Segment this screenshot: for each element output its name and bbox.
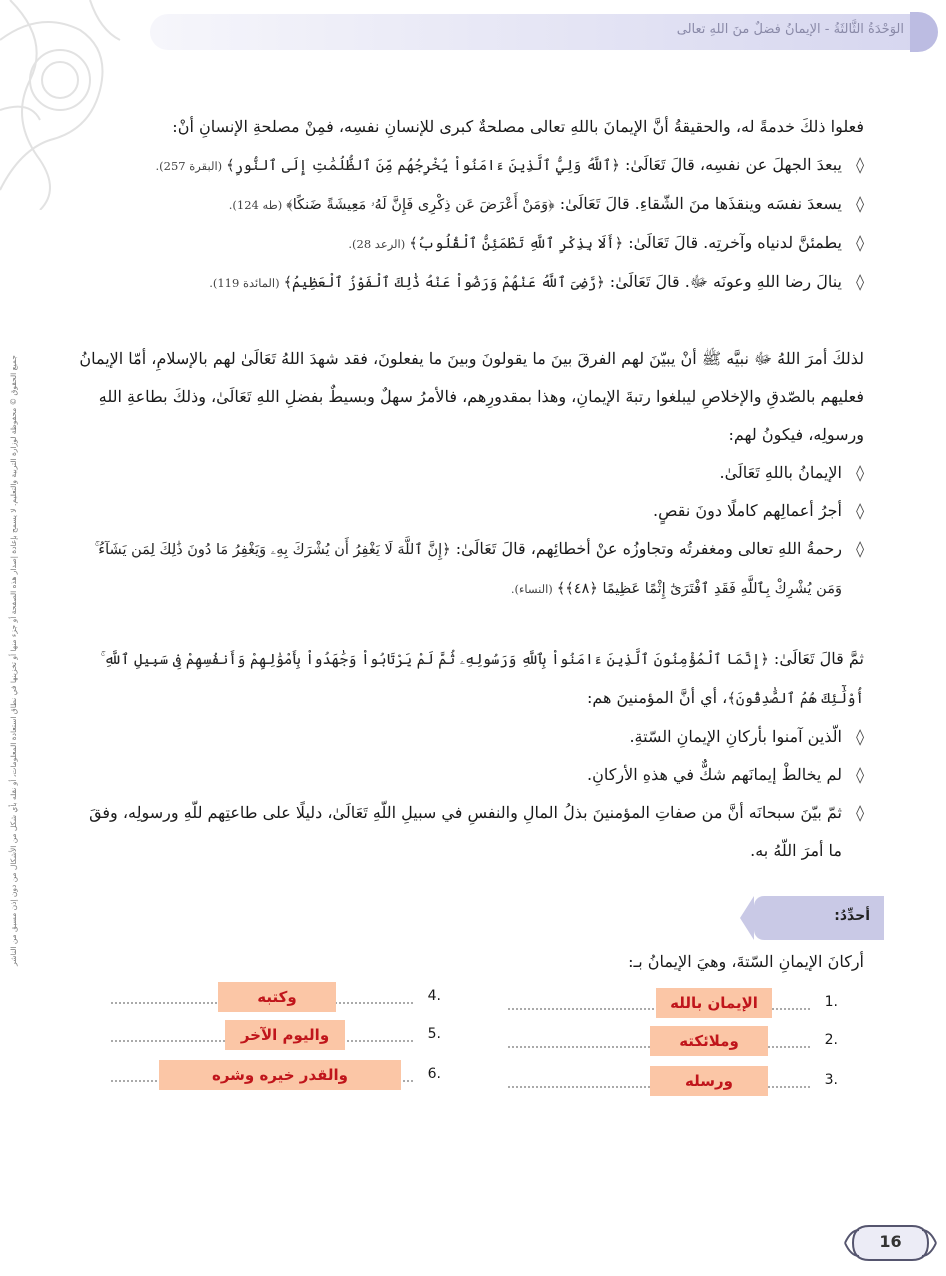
quran-verse: ﴿إِنَّمَا ٱلْمُؤْمِنُونَ ٱلَّذِينَ ءَامَنُواْ بِٱللَّهِ وَرَسُولِهِۦ ثُمَّ لَمْ يَرْتَابُواْ وَجَٰهَدُواْ بِأَمْوَٰلِهِمْ وَأَنفُسِهِمْ فِى سَبِيلِ ٱللَّهِ ۚ أُوْلَٰٓئِكَ هُمُ ٱلصَّٰدِقُونَ﴾ [100, 652, 864, 707]
activity-label: أحدِّدُ: [834, 908, 870, 924]
verse-reference: (المائدة 119). [209, 276, 280, 290]
activity-tag [754, 896, 884, 940]
answer-field[interactable]: واليوم الآخر [225, 1020, 345, 1050]
answer-row [508, 1066, 838, 1098]
page-number: 16 [879, 1232, 902, 1251]
unit-title: الوَحْدَةُ الثَّالثَةُ - الإيمانُ فضلٌ منَ اللهِ تعالى [676, 22, 904, 37]
verse-reference: (البقرة 257). [155, 159, 223, 173]
item-number: 6. [427, 1066, 441, 1082]
answer-row [111, 1060, 441, 1092]
answer-row [508, 988, 838, 1020]
paragraph-intro: ثمَّ قالَ تَعَالَىٰ: ﴿إِنَّمَا ٱلْمُؤْمِنُونَ ٱلَّذِينَ ءَامَنُواْ بِٱللَّهِ وَرَسُولِهِۦ ثُمَّ لَمْ يَرْتَابُواْ وَجَٰهَدُواْ بِأَمْوَٰلِهِمْ وَأَنفُسِهِمْ فِى سَبِيلِ ٱللَّهِ ۚ أُوْلَٰٓئِكَ هُمُ ٱلصَّٰدِقُونَ﴾، أي أنَّ المؤمنينَ هم: [100, 649, 864, 707]
quran-verse: ﴿ٱللَّهُ وَلِيُّ ٱلَّذِينَ ءَامَنُواْ يُخْرِجُهُم مِّنَ ٱلظُّلُمَٰتِ إِلَى ٱلنُّورِ﴾ [226, 158, 620, 174]
list-item: ◊ رحمةُ اللهِ تعالى ومغفرتُه وتجاوزُه عنْ أخطائِهم، قالَ تَعَالَىٰ: ﴿إِنَّ ٱللَّهَ لَا يَغْفِرُ أَن يُشْرَكَ بِهِۦ وَيَغْفِرُ مَا دُونَ ذَٰلِكَ لِمَن يَشَآءُ ۚ وَمَن يُشْرِكْ بِٱللَّهِ فَقَدِ ٱفْتَرَىٰٓ إِثْمًا عَظِيمًا ﴿٤٨﴾﴾(النساء). [74, 530, 864, 608]
item-number: 1. [824, 994, 838, 1010]
item-number: 2. [824, 1032, 838, 1048]
list-item: ◊ يسعدَ نفسَه وينقذَها منَ الشّقاءِ. قالَ تَعَالَىٰ: ﴿وَمَنْ أَعْرَضَ عَن ذِكْرِى فَإِنَّ لَهُۥ مَعِيشَةً ضَنكًا﴾(طه 124). [74, 185, 864, 224]
paragraph-intro: لذلكَ أمرَ اللهُ ﷻ نبيَّه ﷺ أنْ يبيّنَ لهم الفرقَ بينَ ما يقولونَ وبينَ ما يفعلونَ، فقد شهدَ اللهُ تَعَالَىٰ لهم بالإسلامِ، أمّا الإيمانُ فعليهم بالصّدقِ والإخلاصِ ليبلغوا رتبةَ الإيمانِ، وهذا بمقدورِهم، فالأمرُ سهلٌ وبسيطٌ بفضلِ اللهِ تَعَالَىٰ، وذلكَ بطاعةِ اللهِ ورسولِه، فيكونُ لهم: [79, 349, 864, 444]
answer-field[interactable]: والقدر خيره وشره [159, 1060, 401, 1090]
copyright-note: جميع الحقوق © محفوظة لوزارة التربية والتعليم. لا يسمح بإعادة إصدار هذه الصفحة أو جزء منها أو تخزينها في نطاق استعادة المعلومات، أو نقله بأي شكل من الأشكال من دون إذن مسبق من الناشر [8, 354, 18, 966]
task-intro: أركانَ الإيمانِ السّتةَ، وهيَ الإيمانُ بـ: [628, 952, 864, 971]
list-item: ◊ أجرُ أعمالِهم كاملًا دونَ نقصٍ. [74, 492, 864, 530]
answer-field[interactable]: وكتبه [218, 982, 336, 1012]
answer-field[interactable]: الإيمان بالله [656, 988, 772, 1018]
quran-verse: ﴿إِنَّ ٱللَّهَ لَا يَغْفِرُ أَن يُشْرَكَ بِهِۦ وَيَغْفِرُ مَا دُونَ ذَٰلِكَ لِمَن يَشَآءُ ۚ وَمَن يُشْرِكْ بِٱللَّهِ فَقَدِ ٱفْتَرَىٰٓ إِثْمًا عَظِيمًا ﴿٤٨﴾﴾ [94, 542, 842, 597]
list-item: ◊ الإيمانُ باللهِ تَعَالَىٰ. [74, 454, 864, 492]
quran-verse: ﴿وَمَنْ أَعْرَضَ عَن ذِكْرِى فَإِنَّ لَهُۥ مَعِيشَةً ضَنكًا﴾ [286, 197, 555, 213]
list-item: ◊ ثمّ بيّنَ سبحانَه أنَّ من صفاتِ المؤمنينَ بذلُ المالِ والنفسِ في سبيلِ اللّهِ تَعَالَىٰ، دليلًا على طاعتِهم للّهِ ورسولِه، وفقَ ما أمرَ اللّهُ به. [74, 794, 864, 870]
header-band-end [910, 12, 938, 52]
item-number: 5. [427, 1026, 441, 1042]
verse-reference: (الرعد 28). [348, 237, 406, 251]
page-number-badge [843, 1220, 938, 1266]
list-item: ◊ يطمئنَّ لدنياه وآخرتِه. قالَ تَعَالَىٰ: ﴿أَلَا بِذِكْرِ ٱللَّهِ تَطْمَئِنُّ ٱلْقُلُوبُ﴾(الرعد 28). [74, 224, 864, 263]
section-benefits [74, 108, 864, 302]
list-item: ◊ الّذين آمنوا بأركانِ الإيمانِ السّتةِ. [74, 718, 864, 756]
answer-field[interactable]: وملائكته [650, 1026, 768, 1056]
list-item: ◊ لم يخالطْ إيمانَهم شكٌّ في هذهِ الأركانِ. [74, 756, 864, 794]
answer-row [111, 982, 441, 1014]
answer-row [111, 1020, 441, 1052]
section-believers [74, 640, 864, 870]
quran-verse: ﴿أَلَا بِذِكْرِ ٱللَّهِ تَطْمَئِنُّ ٱلْقُلُوبُ﴾ [409, 236, 624, 252]
quran-verse: ﴿رَّضِىَ ٱللَّهُ عَنْهُمْ وَرَضُواْ عَنْهُ ذَٰلِكَ ٱلْفَوْزُ ٱلْعَظِيمُ﴾ [283, 275, 605, 291]
answer-row [508, 1026, 838, 1058]
section-rewards [74, 340, 864, 608]
verse-reference: (طه 124). [228, 198, 283, 212]
item-number: 4. [427, 988, 441, 1004]
paragraph-intro: فعلوا ذلكَ خدمةً له، والحقيقةُ أنَّ الإيمانَ باللهِ تعالى مصلحةٌ كبرى للإنسانِ نفسِه، فمِنْ مصلحةِ الإنسانِ أنْ: [172, 117, 864, 136]
verse-reference: (النساء). [510, 582, 553, 596]
list-item: ◊ ينالَ رضا اللهِ وعونَه ﷻ. قالَ تَعَالَىٰ: ﴿رَّضِىَ ٱللَّهُ عَنْهُمْ وَرَضُواْ عَنْهُ ذَٰلِكَ ٱلْفَوْزُ ٱلْعَظِيمُ﴾(المائدة 119). [74, 263, 864, 302]
list-item: ◊ يبعدَ الجهلَ عن نفسِه، قالَ تَعَالَىٰ: ﴿ٱللَّهُ وَلِيُّ ٱلَّذِينَ ءَامَنُواْ يُخْرِجُهُم مِّنَ ٱلظُّلُمَٰتِ إِلَى ٱلنُّورِ﴾(البقرة 257). [74, 146, 864, 185]
answer-field[interactable]: ورسله [650, 1066, 768, 1096]
item-number: 3. [824, 1072, 838, 1088]
